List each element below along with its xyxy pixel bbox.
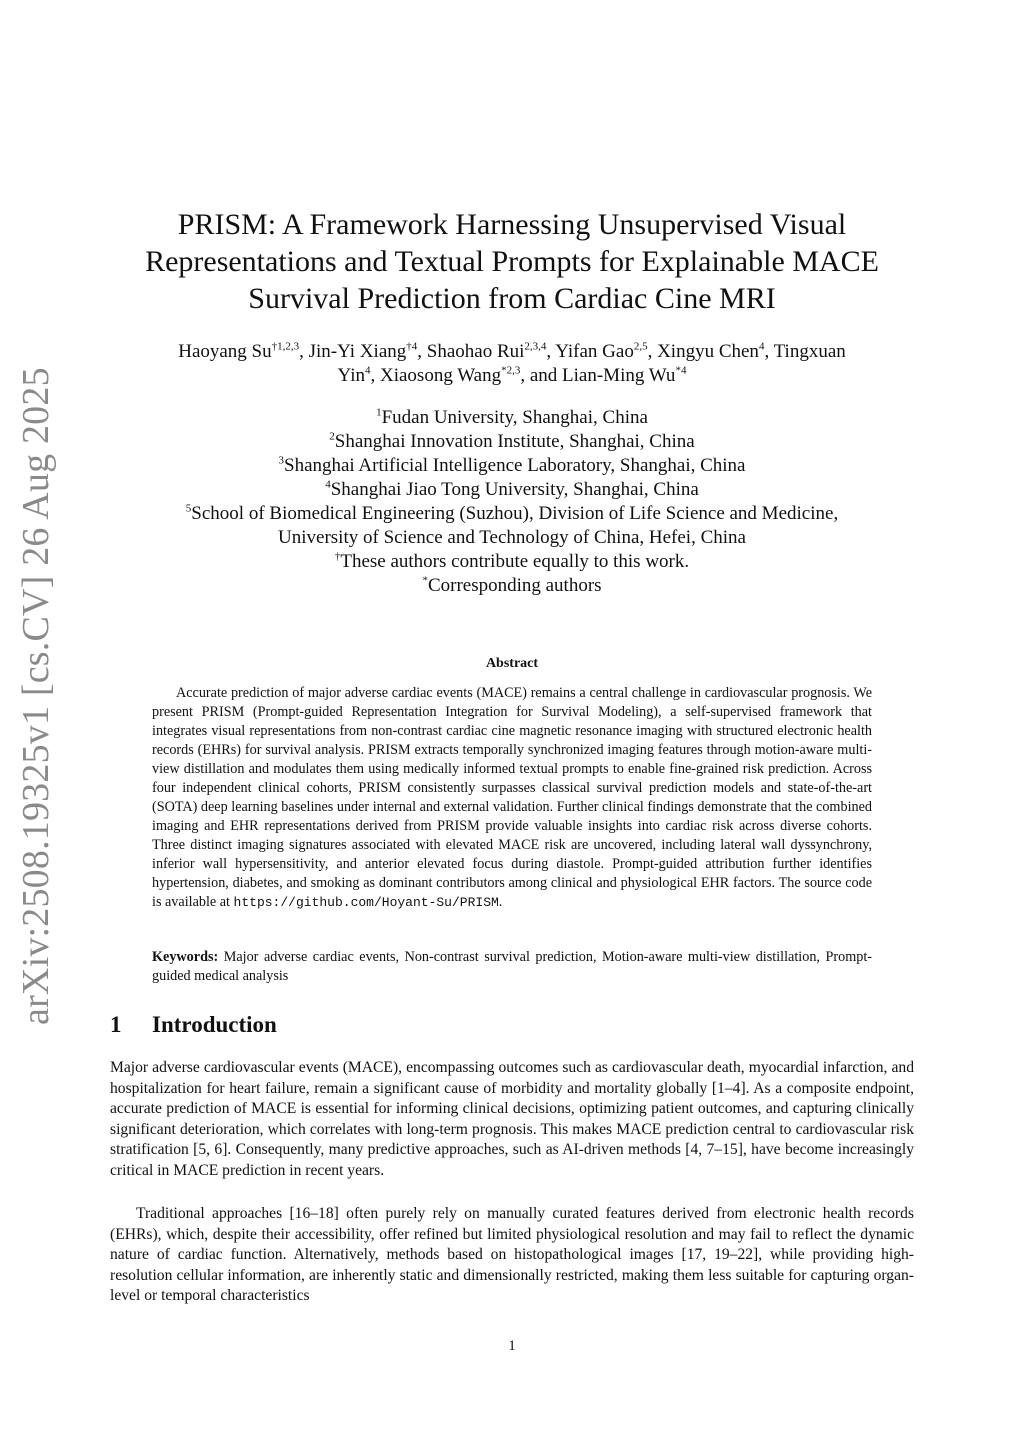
author-name: Haoyang Su [178,341,272,362]
author-separator: , [417,341,427,362]
author-separator: , [546,341,556,362]
corresponding-author-note [110,574,914,598]
affiliation-line [110,526,914,550]
affiliation-text: Fudan University, Shanghai, China [381,407,648,428]
author-separator: , [764,341,774,362]
abstract-heading: Abstract [485,656,539,671]
arxiv-identifier-stamp: arXiv:2508.19325v1 [cs.CV] 26 Aug 2025 [15,367,57,1025]
affiliation-marker: 3 [278,454,284,467]
author-name: Tingxuan [773,341,846,362]
author-name: Shaohao Rui [426,341,525,362]
section-number: 1 [110,1012,122,1037]
affiliation-marker: 4 [325,478,331,491]
affiliation-text: School of Biomedical Engineering (Suzhou), Division of Life Science and Medicine, [191,503,839,524]
author-list [110,340,914,388]
author-name: Xiaosong Wang [380,365,502,386]
author-affiliation-marker: 2,5 [633,340,648,353]
author-separator: , [370,365,380,386]
affiliation-text: Shanghai Innovation Institute, Shanghai, China [334,431,695,452]
author-line [110,340,914,364]
author-name: Lian-Ming Wu [562,365,676,386]
author-separator: , [647,341,658,362]
author-name: Jin-Yi Xiang [308,341,407,362]
affiliation-marker: 5 [185,502,192,515]
title-line: PRISM: A Framework Harnessing Unsupervised Visual [177,208,847,241]
author-affiliation-marker: 2,3,4 [524,340,547,353]
title-line: Representations and Textual Prompts for Explainable MACE [145,245,879,278]
author-line [110,364,914,388]
keywords-label: Keywords: [152,949,219,965]
affiliation-marker: 1 [376,406,382,419]
author-affiliation-marker: *4 [675,364,687,377]
asterisk-marker: * [422,574,428,587]
keywords [152,948,872,986]
author-affiliation-marker: *2,3 [501,364,521,377]
section-heading [110,1012,277,1038]
author-affiliation-marker: 4 [758,340,765,353]
abstract-text: Accurate prediction of major adverse cardiac events (MACE) remains a central challenge in cardiovascular prognosis. We present PRISM (Prompt-guided Representation Integration for Survival Modeling), a self-supervised framework that integrates visual representations from non-contrast cardiac cine magnetic resonance imaging with structured electronic health records (EHRs) for survival analysis. PRISM extracts temporally synchronized imaging features through motion-aware multi-view distillation and modulates them using medically informed textual prompts to enable fine-grained risk prediction. Across four independent clinical cohorts, PRISM consistently surpasses classical survival prediction models and state-of-the-art (SOTA) deep learning baselines under internal and external validation. Further clinical findings demonstrate that the combined imaging and EHR representations derived from PRISM provide valuable insights into cardiac risk across diverse cohorts. Three distinct imaging signatures associated with elevated MACE risk are uncovered, including lateral wall dyssynchrony, inferior wall hypersensitivity, and anterior elevated focus during diastole. Prompt-guided attribution further identifies hypertension, diabetes, and smoking as dominant contributors among clinical and physiological EHR factors. The source code is available at [152,685,872,910]
author-separator: , and [520,365,563,386]
abstract-end-punctuation: . [498,894,503,910]
author-name: Yin [337,365,365,386]
affiliation-line [110,478,914,502]
author-affiliation-marker: 4 [365,364,371,377]
author-name: Yifan Gao [555,341,634,362]
dagger-marker: † [334,550,341,563]
intro-paragraph: Traditional approaches [16–18] often purely rely on manually curated features derived from electronic health records (EHRs), which, despite their accessibility, offer refined but limited physiological resolution and may fail to reflect the dynamic nature of cardiac function. Alternatively, methods based on histopathological images [17, 19–22], while providing high-resolution cellular information, are inherently static and dimensionally restricted, making them less suitable for capturing organ-level or temporal characteristics [110,1205,914,1304]
author-affiliation-marker: †4 [406,340,418,353]
keywords-text: Major adverse cardiac events, Non-contrast survival prediction, Motion-aware multi-view distillation, Prompt-guided medical analysis [152,949,872,984]
affiliation-text: Corresponding authors [427,575,602,596]
author-separator: , [299,341,309,362]
affiliation-line [110,406,914,430]
author-affiliation-marker: †1,2,3 [271,340,300,353]
page-number: 1 [508,1338,516,1354]
affiliation-line [110,502,914,526]
affiliation-line [110,454,914,478]
intro-paragraph: Major adverse cardiovascular events (MACE), encompassing outcomes such as cardiovascular death, myocardial infarction, and hospitalization for heart failure, remain a significant cause of morbidity and mortality globally [1–4]. As a composite endpoint, accurate prediction of MACE is essential for informing clinical decisions, optimizing patient outcomes, and capturing clinically significant deterioration, which correlates with long-term prognosis. This makes MACE prediction central to cardiovascular risk stratification [5, 6]. Consequently, many predictive approaches, such as AI-driven methods [4, 7–15], have become increasingly critical in MACE prediction in recent years. [110,1059,914,1179]
affiliation-line [110,430,914,454]
affiliation-text: University of Science and Technology of China, Hefei, China [278,527,746,548]
abstract-body [152,684,872,912]
source-code-link[interactable]: https://github.com/Hoyant-Su/PRISM [233,895,499,910]
author-name: Xingyu Chen [657,341,759,362]
equal-contribution-note [110,550,914,574]
affiliation-text: Shanghai Jiao Tong University, Shanghai, China [330,479,699,500]
affiliation-text: These authors contribute equally to this work. [340,551,690,572]
paper-title [110,206,914,317]
section-title: Introduction [152,1012,277,1037]
title-line: Survival Prediction from Cardiac Cine MRI [248,282,776,315]
affiliation-list [110,406,914,598]
affiliation-marker: 2 [329,430,335,443]
affiliation-text: Shanghai Artificial Intelligence Laboratory, Shanghai, China [284,455,746,476]
